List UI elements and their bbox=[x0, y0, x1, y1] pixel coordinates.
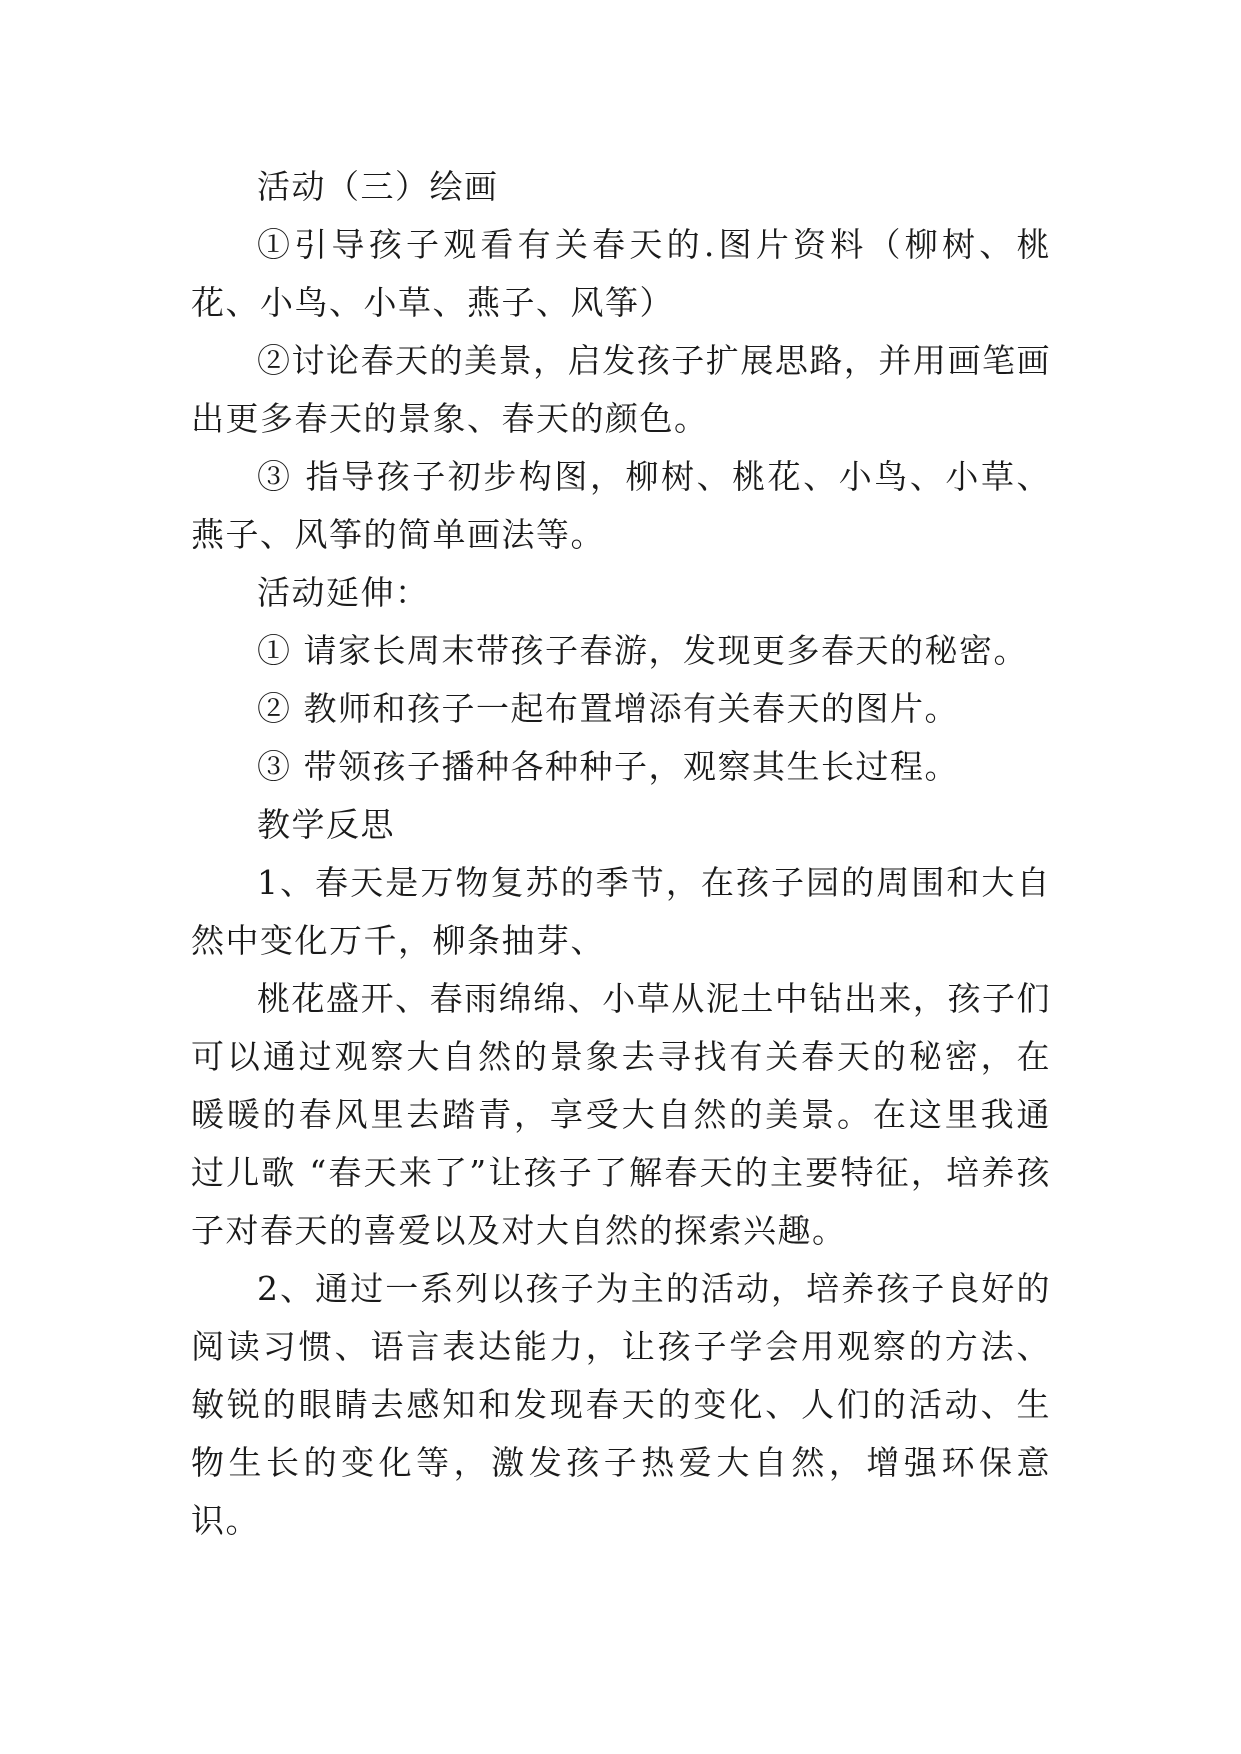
extension-item-1: ① 请家长周末带孩子春游，发现更多春天的秘密。 bbox=[257, 631, 1028, 670]
activity-step-2: ②讨论春天的美景，启发孩子扩展思路，并用画笔画出更多春天的景象、春天的颜色。 bbox=[191, 341, 1051, 438]
reflection-paragraph-1: 1、春天是万物复苏的季节，在孩子园的周围和大自然中变化万千，柳条抽芽、 bbox=[191, 863, 1051, 960]
section-heading-reflection: 教学反思 bbox=[257, 805, 395, 844]
extension-item-3: ③ 带领孩子播种各种种子，观察其生长过程。 bbox=[257, 747, 959, 786]
activity-step-3: ③ 指导孩子初步构图，柳树、桃花、小鸟、小草、燕子、风筝的简单画法等。 bbox=[191, 457, 1051, 554]
reflection-paragraph-2: 2、通过一系列以孩子为主的活动，培养孩子良好的阅读习惯、语言表达能力，让孩子学会用观察的方法、敏锐的眼睛去感知和发现春天的变化、人们的活动、生物生长的变化等，激发孩子热爱大自然，增强环保意识。 bbox=[191, 1269, 1051, 1540]
extension-item-2: ② 教师和孩子一起布置增添有关春天的图片。 bbox=[257, 689, 959, 728]
section-heading-activity-3: 活动（三）绘画 bbox=[257, 167, 499, 206]
document-page bbox=[191, 158, 1051, 1550]
reflection-paragraph-1-continued: 桃花盛开、春雨绵绵、小草从泥土中钻出来，孩子们可以通过观察大自然的景象去寻找有关春天的秘密，在暖暖的春风里去踏青，享受大自然的美景。在这里我通过儿歌 “春天来了”让孩子了解春天的主要特征，培养孩子对春天的喜爱以及对大自然的探索兴趣。 bbox=[191, 979, 1051, 1250]
activity-step-1: ①引导孩子观看有关春天的.图片资料（柳树、桃花、小鸟、小草、燕子、风筝） bbox=[191, 225, 1051, 322]
section-heading-extension: 活动延伸： bbox=[257, 573, 430, 612]
